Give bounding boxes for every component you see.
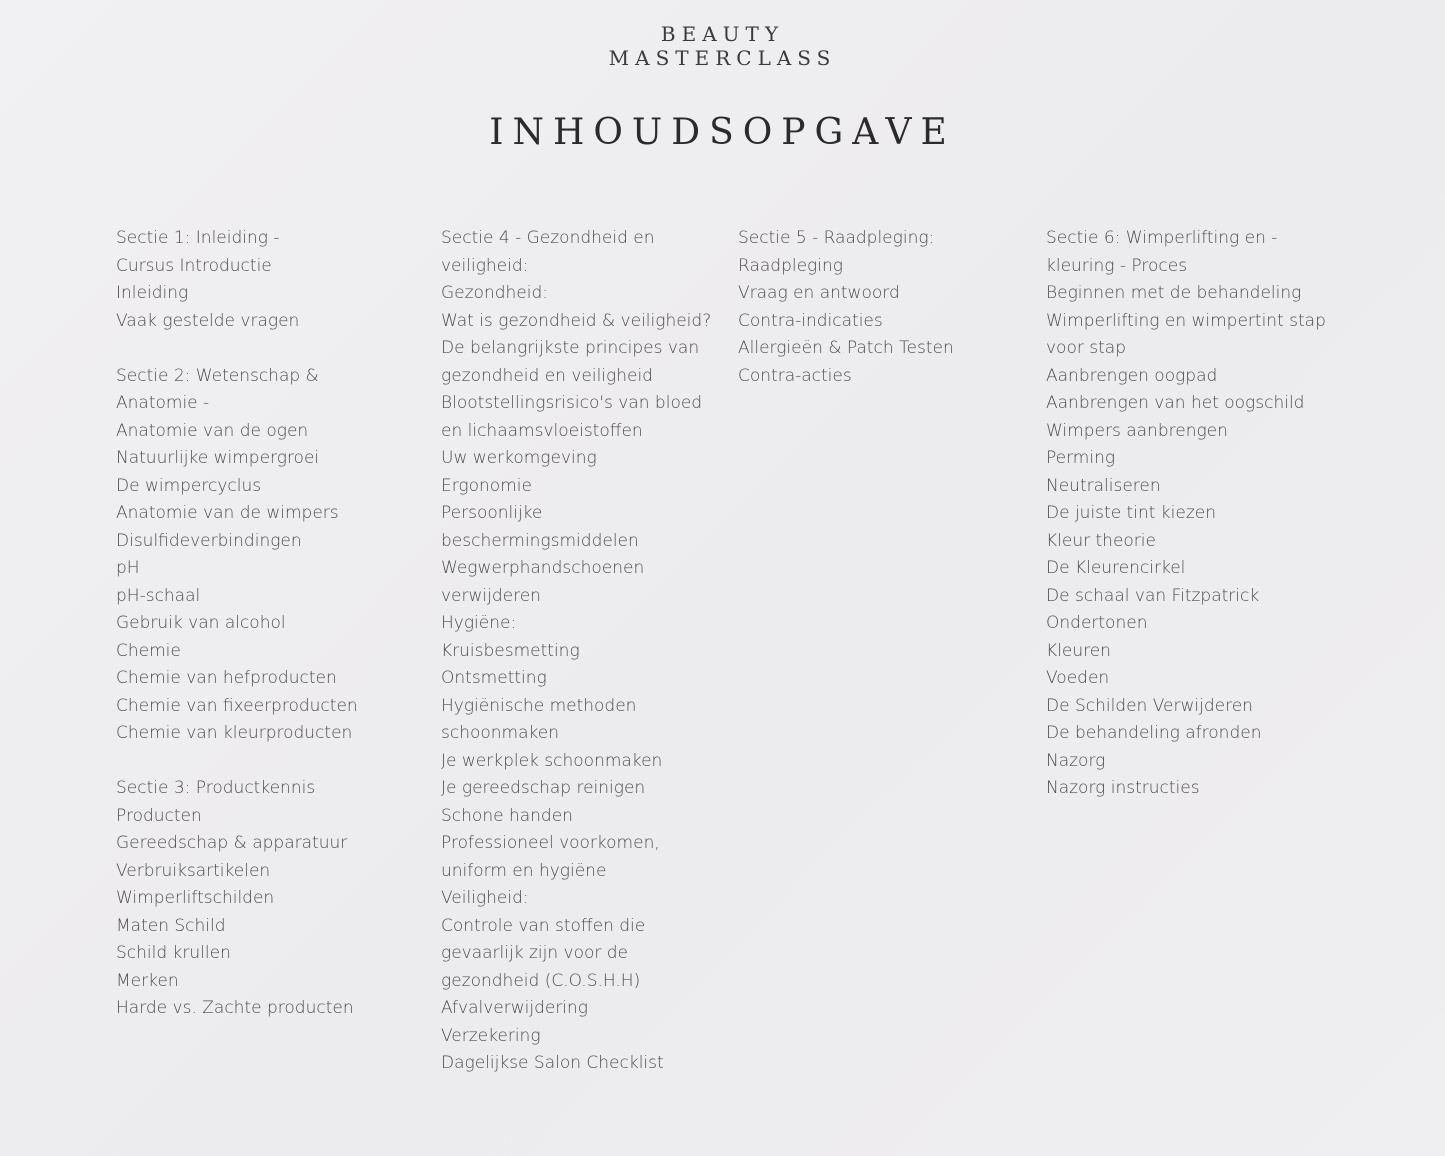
toc-entry: Raadpleging — [738, 255, 843, 276]
toc-entry: Kleuren — [1046, 640, 1111, 661]
toc-entry: Aanbrengen oogpad — [1046, 365, 1218, 386]
toc-entry: Kleur theorie — [1046, 530, 1156, 551]
toc-column-3 — [738, 225, 954, 390]
toc-section-heading: Sectie 6: Wimperlifting en - — [1046, 228, 1278, 248]
toc-entry: Vraag en antwoord — [738, 283, 900, 303]
toc-entry: Uw werkomgeving — [441, 448, 597, 468]
brand-line-2: MASTERCLASS — [608, 46, 837, 70]
brand-logo — [0, 22, 1445, 70]
toc-column-4 — [1046, 225, 1326, 803]
toc-entry: Harde vs. Zachte producten — [116, 998, 354, 1018]
toc-entry: Nazorg — [1046, 750, 1106, 771]
toc-entry: Beginnen met de behandeling — [1046, 283, 1302, 303]
toc-entry: De belangrijkste principes van — [441, 338, 700, 358]
page-title: INHOUDSOPGAVE — [489, 112, 956, 153]
toc-entry: schoonmaken — [441, 723, 560, 743]
toc-entry: Wimpers aanbrengen — [1046, 420, 1228, 441]
toc-entry: gezondheid (C.O.S.H.H) — [441, 970, 641, 991]
toc-entry: De Schilden Verwijderen — [1046, 695, 1253, 716]
toc-entry: Afvalverwijdering — [441, 998, 589, 1018]
toc-entry: Je werkplek schoonmaken — [441, 750, 663, 771]
toc-section-heading: Sectie 2: Wetenschap & — [116, 365, 319, 386]
toc-entry: pH-schaal — [116, 585, 201, 606]
toc-entry: Persoonlijke — [441, 503, 543, 523]
brand-line-1: BEAUTY — [660, 22, 785, 46]
toc-entry: uniform en hygiëne — [441, 860, 607, 881]
toc-entry: Wegwerphandschoenen — [441, 558, 645, 578]
toc-entry: Chemie van fixeerproducten — [116, 695, 358, 716]
toc-entry: pH — [116, 558, 140, 578]
toc-section-heading: Sectie 3: Productkennis — [116, 778, 316, 798]
toc-entry: Wat is gezondheid & veiligheid? — [441, 310, 712, 331]
toc-entry: Aanbrengen van het oogschild — [1046, 393, 1305, 413]
toc-entry: Veiligheid: — [441, 888, 529, 908]
toc-entry: Verzekering — [441, 1025, 541, 1046]
toc-entry: Chemie van hefproducten — [116, 668, 337, 688]
toc-entry: Cursus Introductie — [116, 255, 272, 276]
toc-entry: Contra-indicaties — [738, 310, 883, 331]
toc-entry: Gebruik van alcohol — [116, 613, 286, 633]
toc-entry: veiligheid: — [441, 255, 529, 276]
toc-entry: en lichaamsvloeistoffen — [441, 420, 643, 441]
toc-entry: verwijderen — [441, 585, 541, 606]
toc-column-2 — [441, 225, 711, 1078]
toc-entry: De juiste tint kiezen — [1046, 503, 1216, 523]
toc-entry: Verbruiksartikelen — [116, 860, 271, 881]
toc-entry: Inleiding — [116, 283, 189, 303]
toc-entry: De behandeling afronden — [1046, 723, 1262, 743]
toc-entry: Professioneel voorkomen, — [441, 833, 660, 853]
toc-entry: Anatomie van de wimpers — [116, 503, 339, 523]
toc-entry: Controle van stoffen die — [441, 915, 646, 936]
toc-entry: Hygiënische methoden — [441, 695, 637, 716]
toc-entry: Producten — [116, 805, 202, 826]
toc-section-heading: Sectie 4 - Gezondheid en — [441, 228, 655, 248]
toc-entry: gevaarlijk zijn voor de — [441, 943, 629, 963]
toc-entry: Schone handen — [441, 805, 573, 826]
toc-entry: Gezondheid: — [441, 283, 548, 303]
section-spacer — [116, 335, 358, 363]
toc-entry: Ondertonen — [1046, 613, 1148, 633]
toc-entry: Wimperliftschilden — [116, 888, 275, 908]
toc-entry: Anatomie van de ogen — [116, 420, 309, 441]
toc-entry: Ergonomie — [441, 475, 532, 496]
toc-entry: Gereedschap & apparatuur — [116, 833, 348, 853]
toc-entry: Je gereedschap reinigen — [441, 778, 646, 798]
toc-entry: Neutraliseren — [1046, 475, 1161, 496]
toc-entry: Contra-acties — [738, 365, 852, 386]
toc-entry: De schaal van Fitzpatrick — [1046, 585, 1260, 606]
toc-entry: voor stap — [1046, 338, 1126, 358]
toc-entry: gezondheid en veiligheid — [441, 365, 653, 386]
toc-entry: Blootstellingsrisico's van bloed — [441, 393, 703, 413]
toc-entry: Anatomie - — [116, 393, 210, 413]
toc-entry: Schild krullen — [116, 943, 231, 963]
toc-entry: Ontsmetting — [441, 668, 547, 688]
toc-entry: Allergieën & Patch Testen — [738, 338, 954, 358]
toc-entry: Maten Schild — [116, 915, 226, 936]
toc-entry: Disulfideverbindingen — [116, 530, 302, 551]
toc-entry: Voeden — [1046, 668, 1110, 688]
toc-entry: De wimpercyclus — [116, 475, 262, 496]
toc-entry: Natuurlijke wimpergroei — [116, 448, 320, 468]
toc-entry: Nazorg instructies — [1046, 778, 1200, 798]
section-spacer — [116, 748, 358, 776]
toc-entry: kleuring - Proces — [1046, 255, 1188, 276]
toc-entry: Vaak gestelde vragen — [116, 310, 300, 331]
toc-column-1 — [116, 225, 358, 1023]
toc-section-heading: Sectie 1: Inleiding - — [116, 228, 280, 248]
toc-entry: Perming — [1046, 448, 1116, 468]
toc-entry: beschermingsmiddelen — [441, 530, 639, 551]
toc-entry: Wimperlifting en wimpertint stap — [1046, 310, 1326, 331]
toc-entry: Chemie — [116, 640, 181, 661]
toc-entry: Chemie van kleurproducten — [116, 723, 353, 743]
toc-entry: Kruisbesmetting — [441, 640, 580, 661]
toc-entry: Dagelijkse Salon Checklist — [441, 1053, 664, 1073]
toc-entry: De Kleurencirkel — [1046, 558, 1186, 578]
toc-entry: Merken — [116, 970, 179, 991]
toc-section-heading: Sectie 5 - Raadpleging: — [738, 228, 935, 248]
toc-entry: Hygiëne: — [441, 613, 517, 633]
